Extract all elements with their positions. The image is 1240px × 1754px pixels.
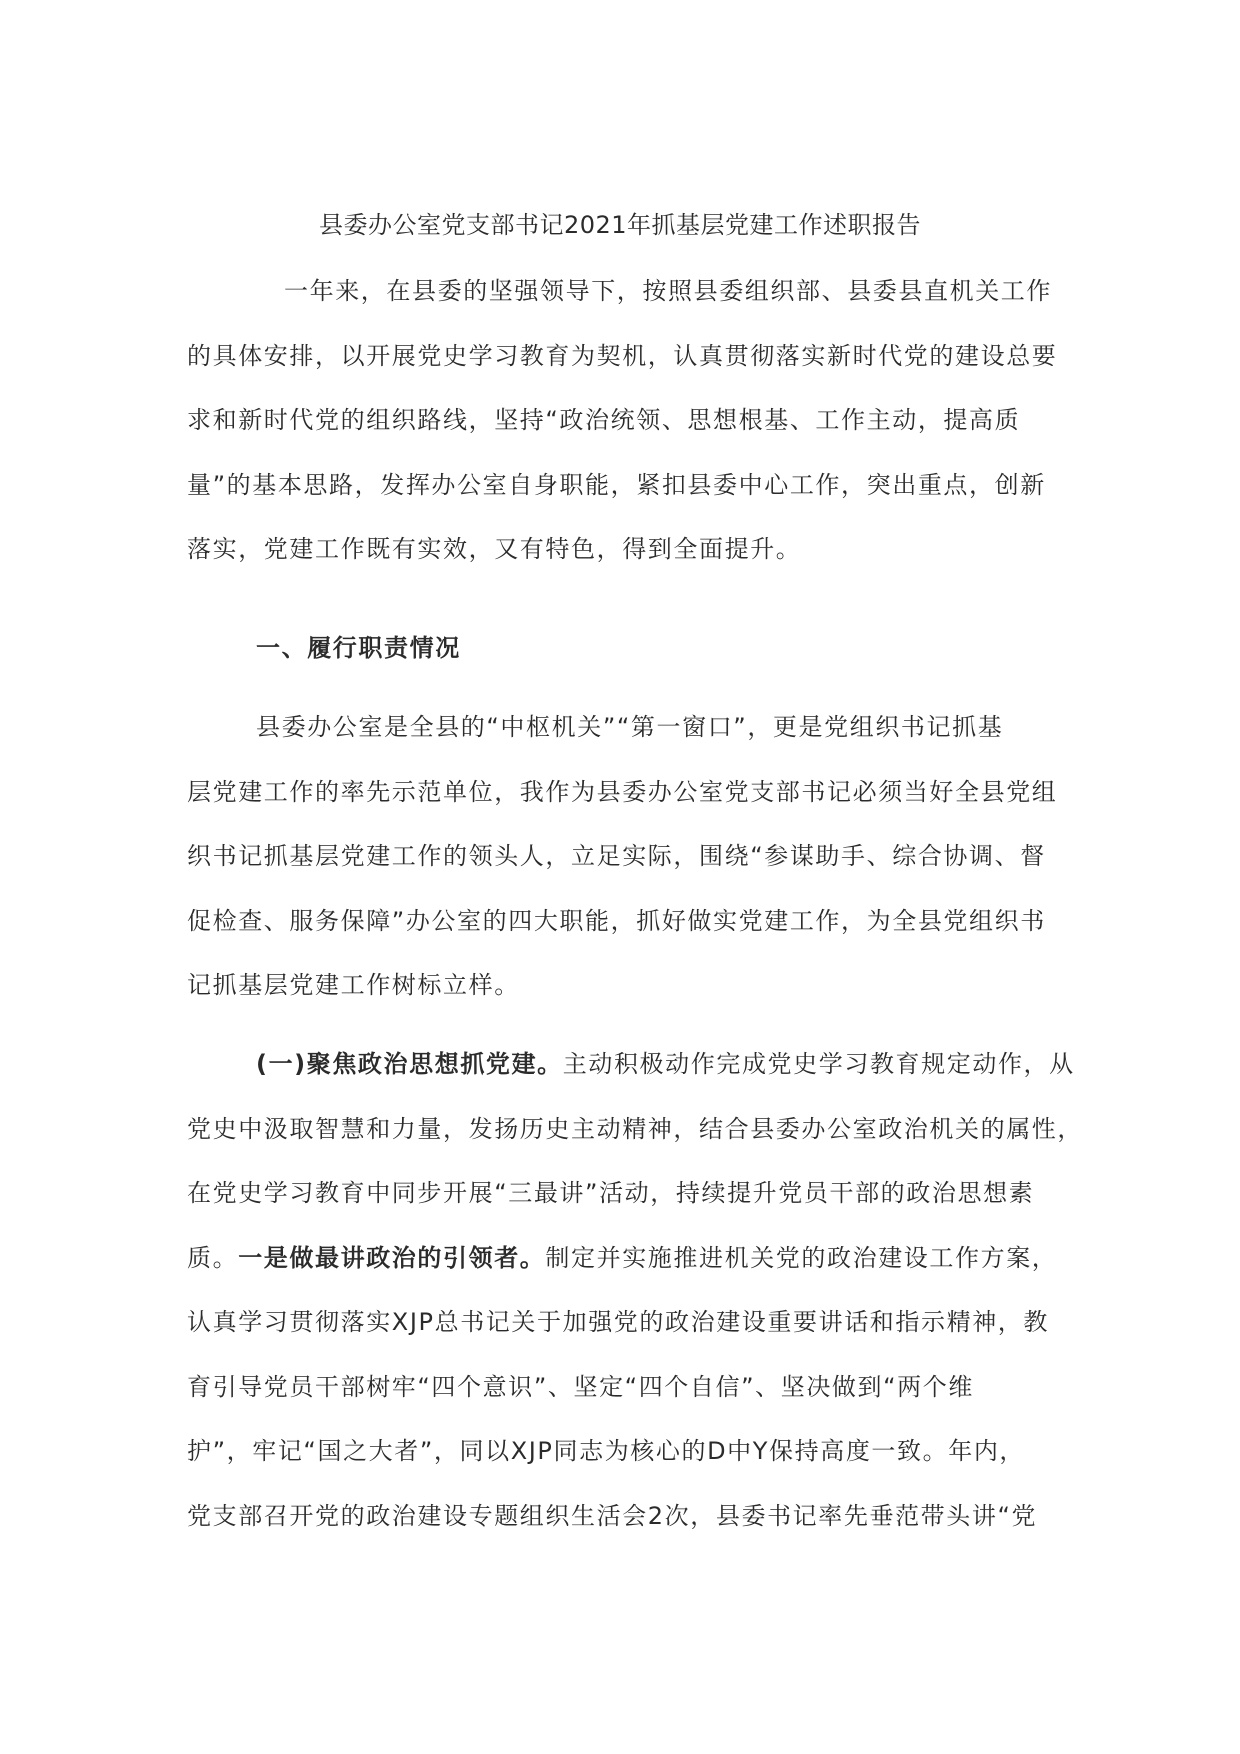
subsection1-line: 认真学习贯彻落实XJP总书记关于加强党的政治建设重要讲话和指示精神，教: [187, 1308, 1049, 1336]
intro-line: 的具体安排，以开展党史学习教育为契机，认真贯彻落实新时代党的建设总要: [187, 341, 1058, 370]
intro-paragraph: [187, 259, 1067, 582]
section1-line: 织书记抓基层党建工作的领头人，立足实际，围绕“参谋助手、综合协调、督: [187, 842, 1046, 870]
subsection1-line: 育引导党员干部树牢“四个意识”、坚定“四个自信”、坚决做到“两个维: [187, 1372, 974, 1401]
subsection1-line: [187, 1226, 1067, 1291]
subsection1-line4-start: 质。: [187, 1243, 239, 1272]
subsection1-line: 在党史学习教育中同步开展“三最讲”活动，持续提升党员干部的政治思想素: [187, 1179, 1035, 1207]
document-title: 县委办公室党支部书记2021年抓基层党建工作述职报告: [318, 211, 922, 239]
section1-line: 促检查、服务保障”办公室的四大职能，抓好做实党建工作，为全县党组织书: [187, 906, 1046, 935]
section-heading: 一、履行职责情况: [256, 634, 461, 662]
section1-line: 县委办公室是全县的“中枢机关”“第一窗口”，更是党组织书记抓基: [256, 713, 1004, 741]
intro-line: 一年来，在县委的坚强领导下，按照县委组织部、县委县直机关工作: [284, 277, 1052, 305]
subsection1-line4-text: 制定并实施推进机关党的政治建设工作方案，: [545, 1243, 1058, 1272]
intro-line: 落实，党建工作既有实效，又有特色，得到全面提升。: [187, 535, 802, 563]
subsection1-lead: (一)聚焦政治思想抓党建。: [256, 1050, 563, 1078]
intro-line: 量”的基本思路，发挥办公室自身职能，紧扣县委中心工作，突出重点，创新: [187, 470, 1046, 499]
section1-paragraph: [187, 695, 1067, 1018]
section1-line: 记抓基层党建工作树标立样。: [187, 971, 520, 999]
subsection1-line: 护”，牢记“国之大者”，同以XJP同志为核心的D中Y保持高度一致。年内，: [187, 1437, 1026, 1465]
subsection1-line: 党支部召开党的政治建设专题组织生活会2次，县委书记率先垂范带头讲“党: [187, 1501, 1038, 1530]
subsection1-paragraph: [187, 1032, 1083, 1548]
section1-line: 层党建工作的率先示范单位，我作为县委办公室党支部书记必须当好全县党组: [187, 777, 1058, 806]
subsection1-line: [187, 1032, 1075, 1097]
subsection1-line1-text: 主动积极动作完成党史学习教育规定动作，从: [562, 1050, 1075, 1078]
intro-line: 求和新时代党的组织路线，坚持“政治统领、思想根基、工作主动，提高质: [187, 406, 1021, 434]
subsection1-point-one: 一是做最讲政治的引领者。: [238, 1243, 546, 1272]
subsection1-line: 党史中汲取智慧和力量，发扬历史主动精神，结合县委办公室政治机关的属性，: [187, 1114, 1083, 1143]
